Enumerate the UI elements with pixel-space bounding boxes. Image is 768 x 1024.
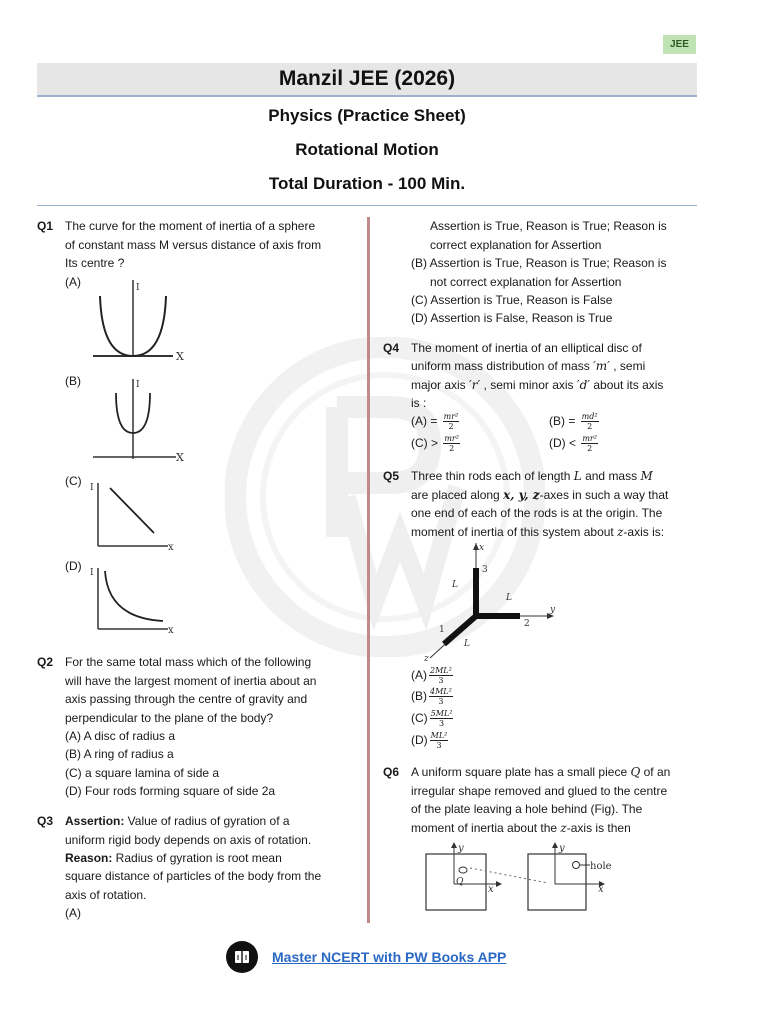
svg-text:x: x — [168, 542, 174, 553]
q4-option-a: (A) = $\frac{\text{mr²}}{2}$ — [411, 412, 459, 432]
q2-text-line: axis passing through the centre of gravity and — [65, 692, 308, 706]
svg-text:L: L — [464, 639, 470, 649]
q2-number: Q2 — [37, 655, 54, 669]
svg-text:I: I — [90, 483, 94, 493]
q2-option-c: (C) a square lamina of side a — [65, 766, 220, 780]
svg-text:1: 1 — [439, 625, 445, 635]
q3-option-d: (D) Assertion is False, Reason is True — [411, 311, 613, 325]
svg-text:x: x — [598, 884, 604, 895]
footer-app-link[interactable] — [226, 940, 506, 974]
q5-option-c: (C) $\frac{\text{5ML²}}{3}$ — [411, 709, 453, 729]
q1-text-line: of constant mass M versus distance of axis from — [65, 238, 322, 252]
svg-text:x: x — [488, 884, 494, 895]
svg-text:I: I — [136, 380, 140, 390]
q6-text-line: irregular shape removed and glued to the centre — [411, 784, 668, 798]
q2-text-line: For the same total mass which of the following — [65, 655, 312, 669]
svg-text:y: y — [458, 843, 464, 854]
duration-text: Total Duration - 100 Min. — [268, 174, 466, 193]
svg-text:Q: Q — [456, 877, 464, 887]
q1-option-a: (A) — [65, 275, 81, 289]
subject-subtitle: Physics (Practice Sheet) — [268, 106, 466, 125]
q6-text-line: of the plate leaving a hole behind (Fig). The — [411, 802, 643, 816]
topic-title: Rotational Motion — [295, 140, 439, 159]
q5-option-b: (B) $\frac{\text{4ML²}}{3}$ — [411, 687, 452, 707]
q1-option-b: (B) — [65, 374, 81, 388]
book-icon — [226, 941, 258, 973]
q1-text-line: The curve for the moment of inertia of a sphere — [65, 219, 316, 233]
q1-graph-a — [88, 278, 198, 368]
q2-text-line: will have the largest moment of inertia about an — [65, 674, 317, 688]
q3-number: Q3 — [37, 814, 54, 828]
svg-text:X: X — [176, 350, 184, 363]
q2-option-b: (B) A ring of radius a — [65, 747, 174, 761]
q3-reason-line: square distance of particles of the body from the — [65, 869, 322, 883]
q2-option-a: (A) A disc of radius a — [65, 729, 176, 743]
svg-text:I: I — [90, 568, 94, 578]
q4-text-line: major axis ′r′ , semi minor axis ′d′ about its axis — [411, 378, 664, 392]
header-divider — [37, 205, 697, 206]
jee-badge: JEE — [663, 35, 696, 54]
q1-text-line: Its centre ? — [65, 256, 125, 270]
q3-option-a-label: (A) — [65, 906, 81, 920]
q5-option-a: (A) $\frac{\text{2ML²}}{3}$ — [411, 666, 452, 686]
svg-text:I: I — [136, 283, 140, 293]
q1-graph-c — [88, 478, 198, 553]
q4-text-line: is : — [411, 396, 427, 410]
q5-number: Q5 — [383, 469, 400, 483]
q3-option-a-text: Assertion is True, Reason is True; Reason is — [430, 219, 667, 233]
q4-text-line: uniform mass distribution of mass ′m′ , semi — [411, 359, 646, 373]
q4-option-b: (B) = $\frac{\text{md²}}{2}$ — [549, 412, 598, 432]
q6-plate-figure — [418, 840, 618, 915]
q1-option-c: (C) — [65, 474, 82, 488]
q4-option-c: (C) > $\frac{\text{mr²}}{2}$ — [411, 434, 459, 454]
svg-text:L: L — [452, 580, 458, 590]
svg-text:z: z — [424, 654, 429, 664]
q5-option-d: (D) $\frac{\text{ML²}}{3}$ — [411, 731, 448, 751]
svg-text:X: X — [176, 451, 184, 464]
q1-number: Q1 — [37, 219, 54, 233]
q1-graph-b — [88, 375, 198, 465]
svg-text:2: 2 — [524, 619, 530, 629]
column-divider — [367, 217, 370, 923]
q6-text-line: A uniform square plate has a small piece Q of an — [411, 765, 671, 779]
q5-text-line: moment of inertia of this system about z-axis is: — [411, 525, 665, 539]
svg-text:x: x — [479, 543, 485, 553]
title-band — [37, 63, 697, 97]
pw-books-link[interactable]: Master NCERT with PW Books APP — [272, 949, 507, 965]
q1-graph-d — [88, 563, 198, 638]
q4-number: Q4 — [383, 341, 400, 355]
svg-text:y: y — [559, 843, 565, 854]
q3-option-a-text: correct explanation for Assertion — [430, 238, 602, 252]
q6-text-line: moment of inertia about the z-axis is then — [411, 821, 631, 835]
q5-text-line: one end of each of the rods is at the origin. The — [411, 506, 663, 520]
q5-text-line: are placed along x, y, z-axes in such a way that — [411, 488, 669, 502]
q1-option-d: (D) — [65, 559, 82, 573]
q5-text-line: Three thin rods each of length L and mass M — [411, 469, 653, 483]
q2-option-d: (D) Four rods forming square of side 2a — [65, 784, 276, 798]
q3-reason-line: Reason: Radius of gyration is root mean — [65, 851, 282, 865]
q3-reason-line: axis of rotation. — [65, 888, 147, 902]
svg-text:hole: hole — [590, 861, 612, 872]
svg-text:3: 3 — [482, 565, 488, 575]
q3-assertion-line: Assertion: Value of radius of gyration of a — [65, 814, 290, 828]
q4-option-d: (D) < $\frac{\text{mr²}}{2}$ — [549, 434, 597, 454]
q3-option-b: not correct explanation for Assertion — [430, 275, 622, 289]
q3-option-b: (B) Assertion is True, Reason is True; Reason is — [411, 256, 667, 270]
q5-rods-figure — [420, 540, 570, 665]
q6-number: Q6 — [383, 765, 400, 779]
q3-option-c: (C) Assertion is True, Reason is False — [411, 293, 613, 307]
svg-text:L: L — [506, 593, 512, 603]
q4-text-line: The moment of inertia of an elliptical disc of — [411, 341, 642, 355]
svg-text:y: y — [550, 605, 556, 615]
q2-text-line: perpendicular to the plane of the body? — [65, 711, 274, 725]
svg-text:x: x — [168, 625, 174, 636]
q3-assertion-line: uniform rigid body depends on axis of rotation. — [65, 833, 312, 847]
page-title: Manzil JEE (2026) — [278, 67, 456, 90]
